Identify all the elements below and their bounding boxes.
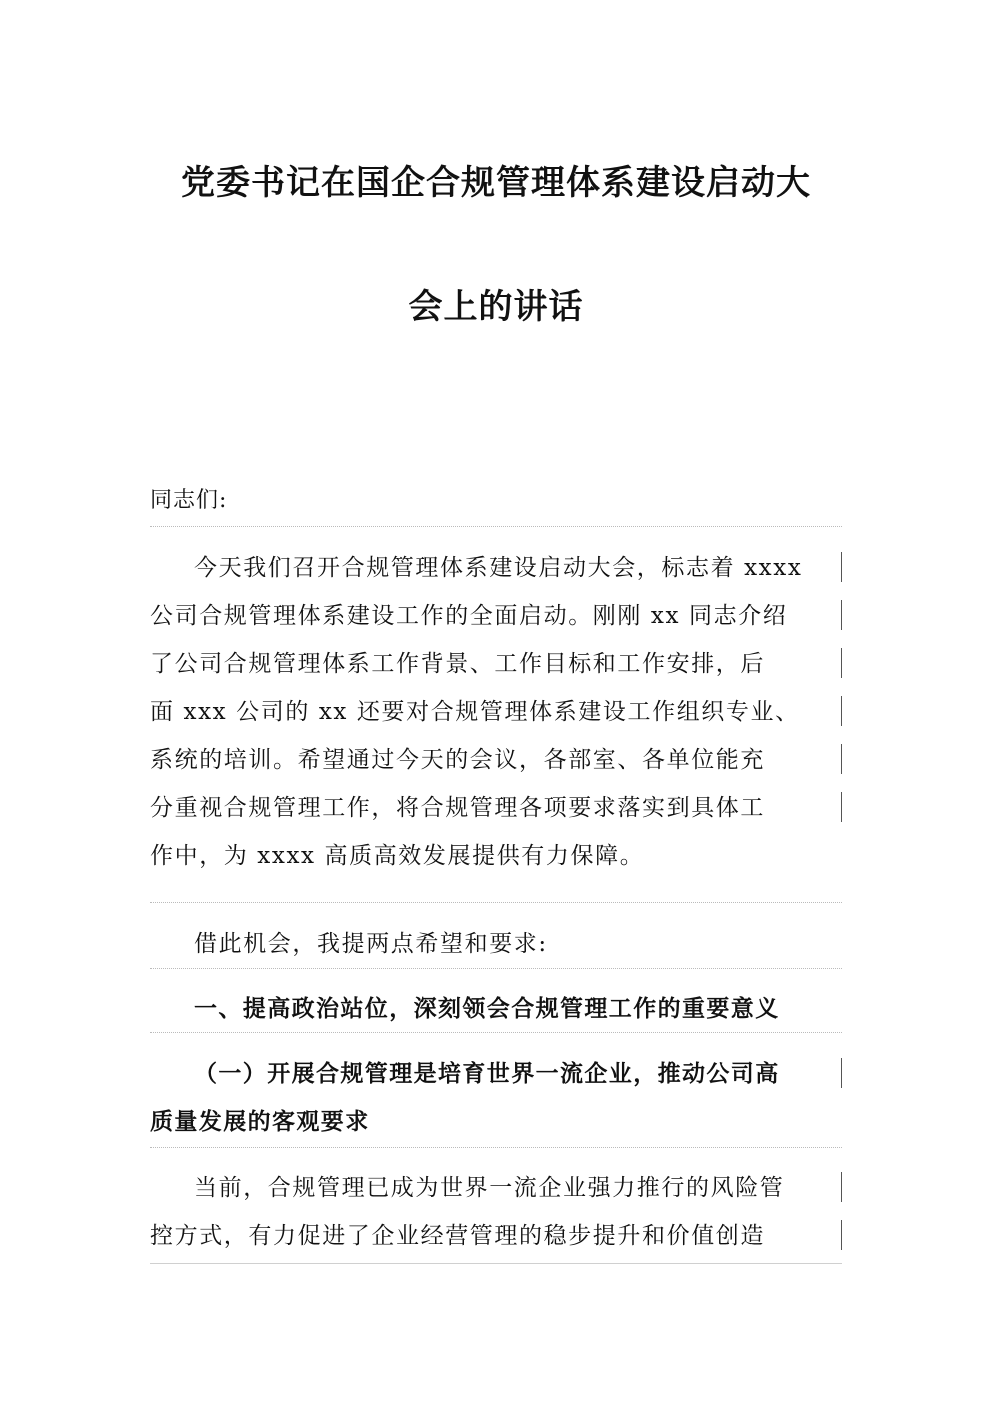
text-line: 今天我们召开合规管理体系建设启动大会，标志着 xxxx	[150, 544, 842, 592]
heading-line: 一、提高政治站位，深刻领会合规管理工作的重要意义	[194, 995, 780, 1022]
heading-line: 质量发展的客观要求	[150, 1108, 370, 1135]
divider	[150, 1147, 842, 1148]
text-line: 借此机会，我提两点希望和要求:	[194, 931, 548, 957]
text-line: 作中，为 xxxx 高质高效发展提供有力保障。	[150, 843, 645, 869]
text-line: 系统的培训。希望通过今天的会议，各部室、各单位能充	[150, 736, 842, 784]
text-line: 控方式，有力促进了企业经营管理的稳步提升和价值创造	[150, 1212, 842, 1260]
divider	[150, 1263, 842, 1264]
paragraph-intro	[150, 544, 842, 880]
text-line: 了公司合规管理体系工作背景、工作目标和工作安排，后	[150, 640, 842, 688]
divider	[150, 902, 842, 903]
text-line: 面 xxx 公司的 xx 还要对合规管理体系建设工作组织专业、	[150, 688, 842, 736]
text-line: 当前，合规管理已成为世界一流企业强力推行的风险管	[150, 1164, 842, 1212]
divider	[150, 1032, 842, 1033]
divider	[150, 968, 842, 969]
divider	[150, 526, 842, 527]
section-heading-1	[150, 985, 842, 1033]
subsection-heading-1	[150, 1050, 842, 1146]
paragraph-requests	[150, 920, 842, 968]
text-line: 公司合规管理体系建设工作的全面启动。刚刚 xx 同志介绍	[150, 592, 842, 640]
document-title-line-2: 会上的讲话	[408, 287, 584, 327]
text-line: 分重视合规管理工作，将合规管理各项要求落实到具体工	[150, 784, 842, 832]
paragraph-current	[150, 1164, 842, 1260]
heading-line: （一）开展合规管理是培育世界一流企业，推动公司高	[150, 1050, 842, 1098]
document-title-line-1: 党委书记在国企合规管理体系建设启动大	[181, 163, 811, 203]
salutation: 同志们:	[150, 488, 228, 513]
